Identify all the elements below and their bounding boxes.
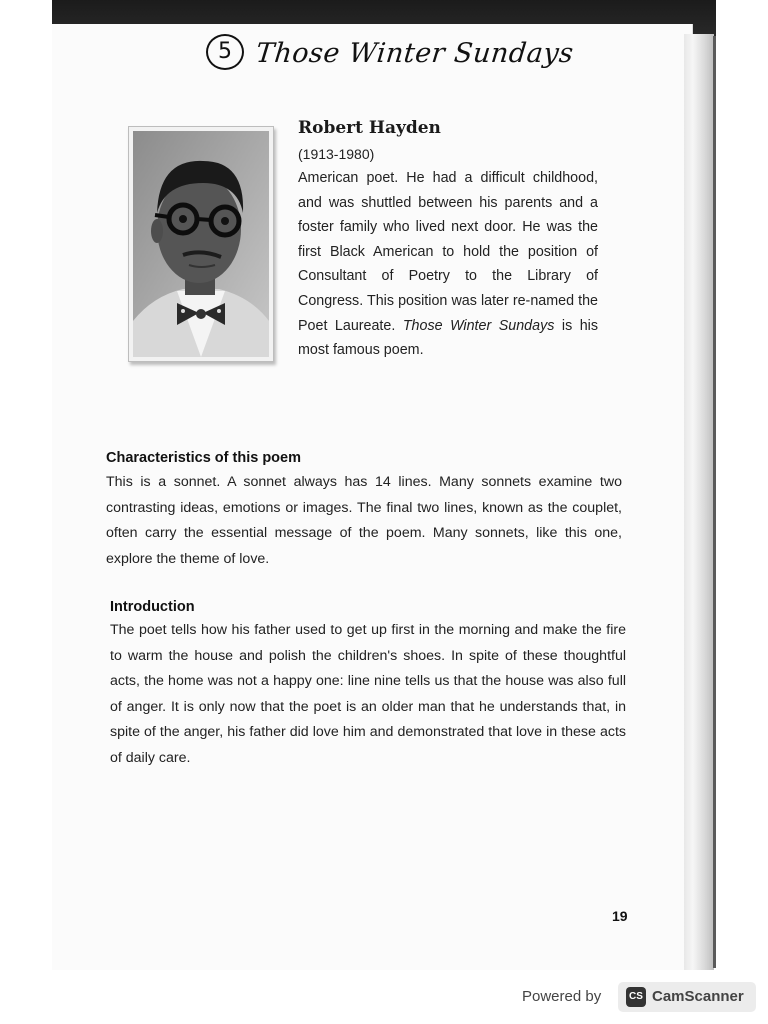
characteristics-heading: Characteristics of this poem <box>106 450 301 466</box>
author-portrait-icon <box>133 131 269 357</box>
bio-poem-title: Those Winter Sundays <box>402 317 555 334</box>
author-dates: (1913-1980) <box>298 146 375 162</box>
camscanner-logo-icon: CS <box>626 987 646 1007</box>
handwritten-number: 5 <box>206 34 244 70</box>
bio-text-end: is his most famous poem. <box>298 317 598 359</box>
introduction-body: The poet tells how his father used to get up first in the morning and make the fire to warm the house and polish the children's shoes. In spite of these thoughtful acts, the home was not a happy one: line nine tells us that the house was also full of anger. It is only now that the poet is an older man that he understands that, in spite of the anger, his father did love him and demonstrated that love in these acts of daily care. <box>110 622 626 766</box>
page-number: 19 <box>612 908 628 924</box>
author-bio <box>298 166 598 363</box>
camscanner-brand: CamScanner <box>652 988 744 1005</box>
page-edge <box>684 34 714 970</box>
bio-text: American poet. He had a difficult childhood, and was shuttled between his parents and a foster family who lived next door. He was the first Black American to hold the position of Consultant of Poetry to the Library of Congress. This position was later re-named the Poet Laureate. <box>298 170 598 334</box>
handwritten-title: Those Winter Sundays <box>254 38 576 69</box>
author-name: Robert Hayden <box>298 118 441 138</box>
powered-by-label: Powered by <box>522 988 602 1005</box>
page-edge-shadow <box>713 36 716 968</box>
introduction-heading: Introduction <box>110 599 195 615</box>
characteristics-body: This is a sonnet. A sonnet always has 14 lines. Many sonnets examine two contrasting ideas, emotions or images. The final two lines, known as the couplet, often carry the essential message of the poem. Many sonnets, like this one, explore the theme of love. <box>106 474 622 567</box>
author-photo <box>128 126 274 362</box>
